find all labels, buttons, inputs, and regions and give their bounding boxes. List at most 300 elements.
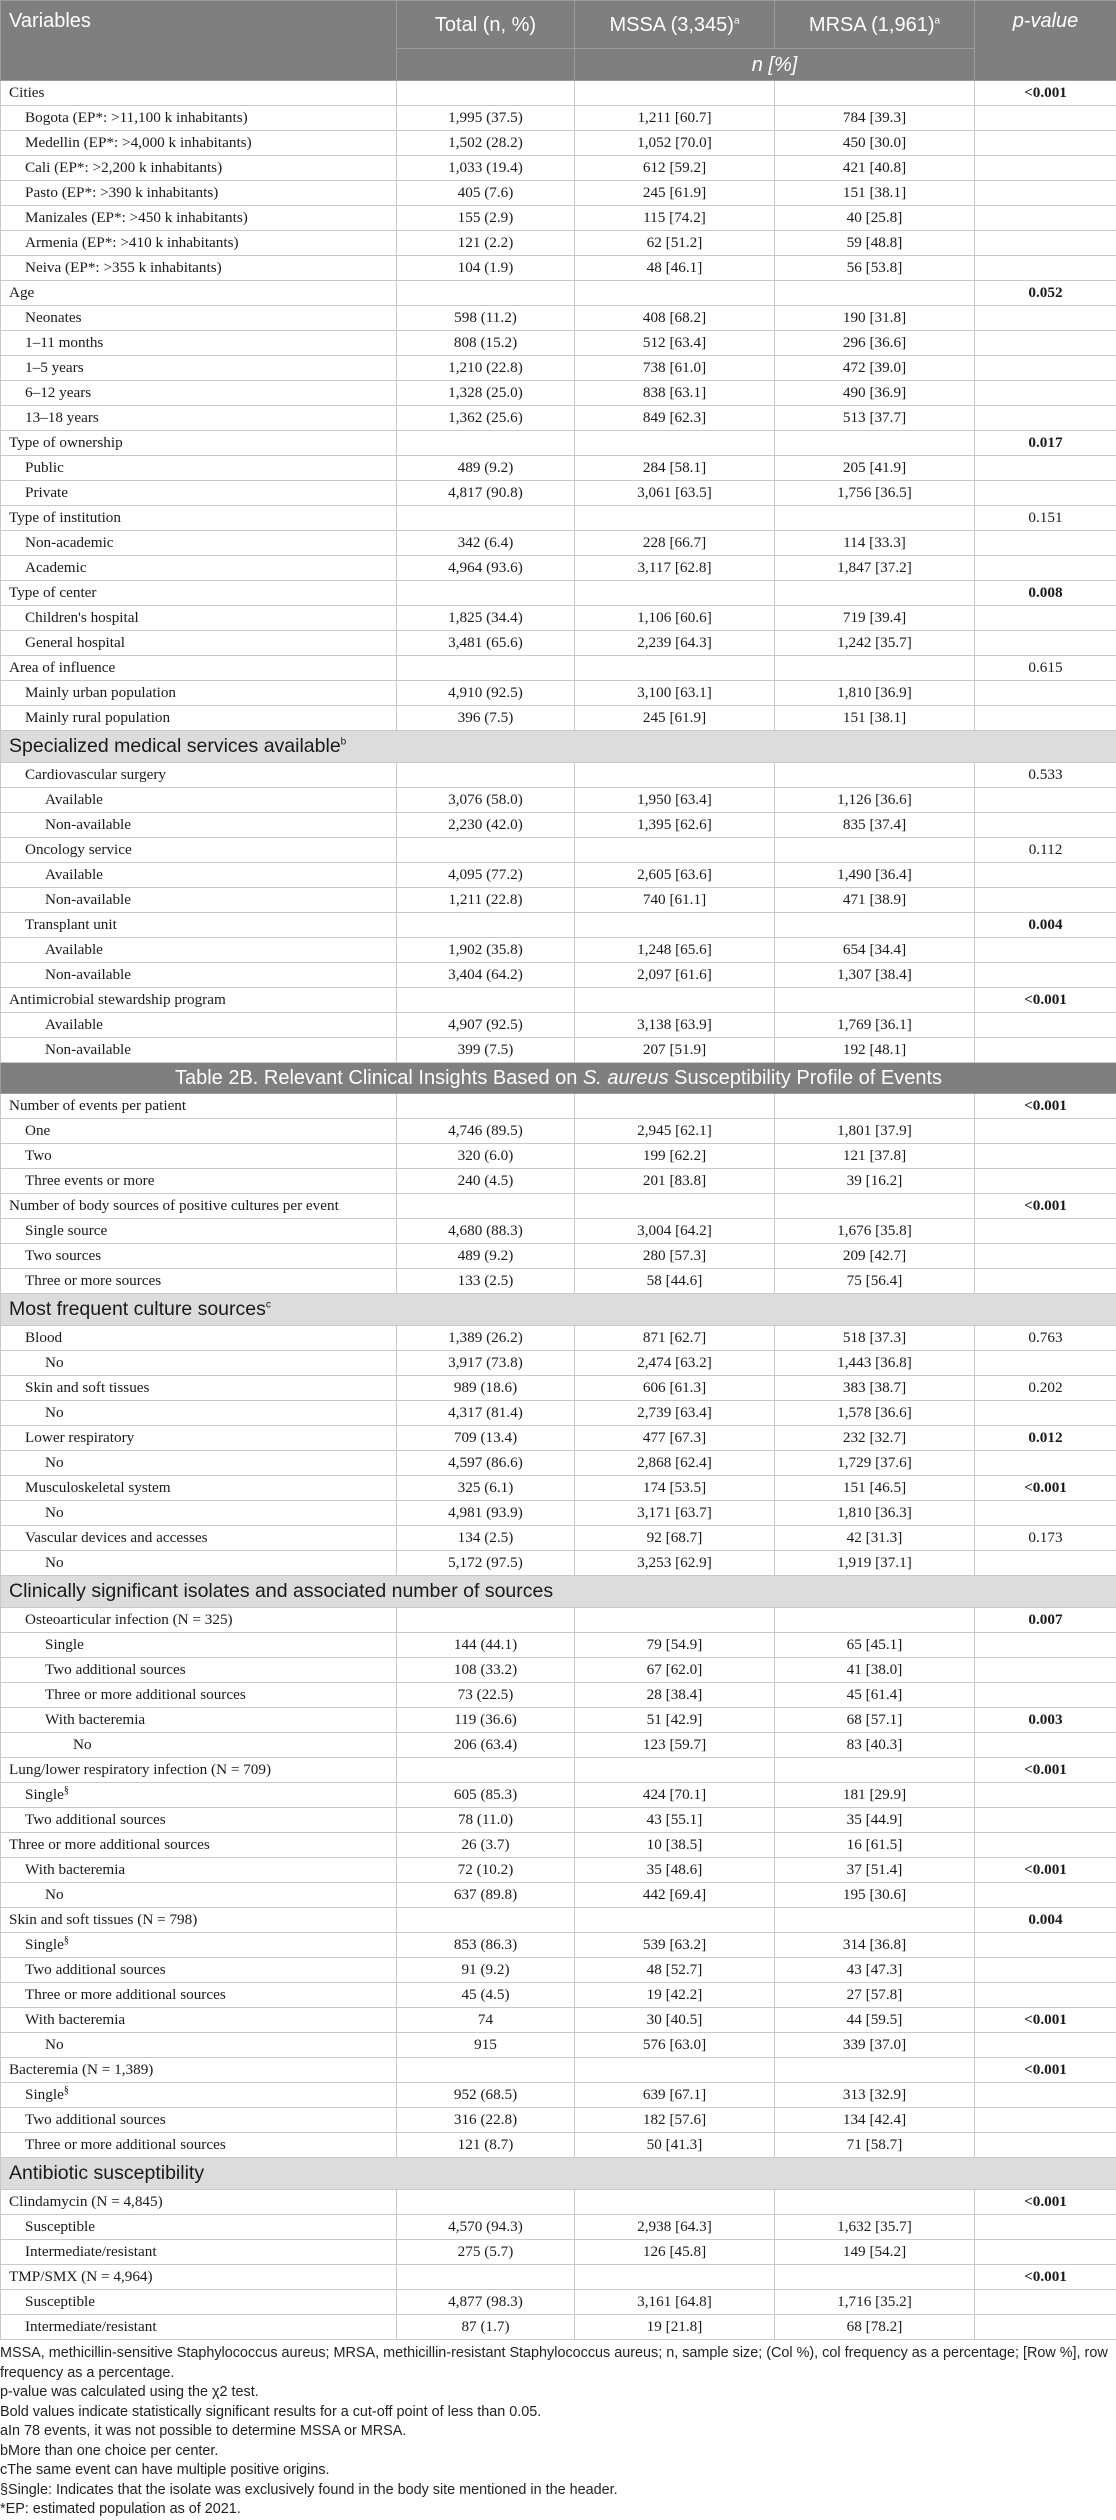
total-cell	[397, 1194, 575, 1219]
mssa-cell	[575, 1758, 775, 1783]
pvalue-cell	[975, 1808, 1116, 1833]
table-row	[1, 1013, 1116, 1038]
mssa-cell	[575, 2265, 775, 2290]
table-row	[1, 106, 1116, 131]
total-cell: 489 (9.2)	[397, 1244, 575, 1269]
pvalue-cell: 0.052	[975, 281, 1116, 306]
total-cell: 320 (6.0)	[397, 1144, 575, 1169]
mssa-cell: 10 [38.5]	[575, 1833, 775, 1858]
pvalue-cell	[975, 1783, 1116, 1808]
row-label-text: Two additional sources	[25, 1961, 166, 1978]
mrsa-cell	[775, 506, 975, 531]
table-row	[1, 1326, 1116, 1351]
row-label	[1, 2240, 397, 2265]
pvalue-cell: 0.012	[975, 1426, 1116, 1451]
row-label	[1, 1169, 397, 1194]
section-label	[1, 731, 1116, 763]
row-label-text: With bacteremia	[45, 1711, 145, 1728]
table-row	[1, 988, 1116, 1013]
row-label	[1, 938, 397, 963]
mrsa-cell: 1,307 [38.4]	[775, 963, 975, 988]
row-label	[1, 1551, 397, 1576]
total-cell: 605 (85.3)	[397, 1783, 575, 1808]
pvalue-cell	[975, 1683, 1116, 1708]
total-cell: 325 (6.1)	[397, 1476, 575, 1501]
row-label	[1, 1376, 397, 1401]
mrsa-cell: 151 [46.5]	[775, 1476, 975, 1501]
header-variables: Variables	[1, 1, 397, 81]
row-label-text: 13–18 years	[25, 409, 99, 426]
section-label-text: Antibiotic susceptibility	[9, 2162, 204, 2184]
total-cell: 3,404 (64.2)	[397, 963, 575, 988]
pvalue-cell	[975, 1501, 1116, 1526]
row-label-text: Non-available	[45, 966, 131, 983]
mssa-cell: 182 [57.6]	[575, 2108, 775, 2133]
total-cell: 206 (63.4)	[397, 1733, 575, 1758]
table-row	[1, 531, 1116, 556]
table-row	[1, 788, 1116, 813]
row-label	[1, 888, 397, 913]
mssa-cell: 1,052 [70.0]	[575, 131, 775, 156]
row-label	[1, 1933, 397, 1958]
pvalue-cell	[975, 556, 1116, 581]
mssa-cell: 477 [67.3]	[575, 1426, 775, 1451]
mssa-cell	[575, 506, 775, 531]
section-row	[1, 731, 1116, 763]
row-label-text: Bacteremia (N = 1,389)	[9, 2061, 153, 2078]
mrsa-cell: 37 [51.4]	[775, 1858, 975, 1883]
pvalue-cell	[975, 1401, 1116, 1426]
total-cell: 108 (33.2)	[397, 1658, 575, 1683]
total-cell	[397, 913, 575, 938]
row-label-text: Antimicrobial stewardship program	[9, 991, 226, 1008]
mrsa-cell: 654 [34.4]	[775, 938, 975, 963]
mssa-cell: 838 [63.1]	[575, 381, 775, 406]
band-row	[1, 1063, 1116, 1094]
row-label-text: Neiva (EP*: >355 k inhabitants)	[25, 259, 222, 276]
total-cell	[397, 2058, 575, 2083]
total-cell: 405 (7.6)	[397, 181, 575, 206]
table-row	[1, 206, 1116, 231]
section-label-text: Clinically significant isolates and associated number of sources	[9, 1580, 553, 1602]
row-label-text: Number of events per patient	[9, 1097, 186, 1114]
table-row	[1, 1733, 1116, 1758]
mssa-cell: 740 [61.1]	[575, 888, 775, 913]
row-label-text: Private	[25, 484, 68, 501]
row-label	[1, 381, 397, 406]
row-label-text: Two	[25, 1147, 52, 1164]
mssa-cell: 50 [41.3]	[575, 2133, 775, 2158]
row-label-text: No	[45, 1454, 64, 1471]
mssa-cell: 738 [61.0]	[575, 356, 775, 381]
table-row	[1, 2290, 1116, 2315]
total-cell: 342 (6.4)	[397, 531, 575, 556]
mrsa-cell: 490 [36.9]	[775, 381, 975, 406]
row-label-text: No	[45, 2036, 64, 2053]
table-row	[1, 1526, 1116, 1551]
row-label	[1, 281, 397, 306]
table-row	[1, 1608, 1116, 1633]
mssa-cell: 126 [45.8]	[575, 2240, 775, 2265]
row-label-text: Age	[9, 284, 34, 301]
mrsa-cell: 40 [25.8]	[775, 206, 975, 231]
mrsa-cell: 83 [40.3]	[775, 1733, 975, 1758]
table-row	[1, 1351, 1116, 1376]
pvalue-cell: 0.533	[975, 763, 1116, 788]
row-label-text: 1–5 years	[25, 359, 84, 376]
total-cell: 709 (13.4)	[397, 1426, 575, 1451]
row-label	[1, 156, 397, 181]
mssa-cell: 199 [62.2]	[575, 1144, 775, 1169]
mrsa-cell: 45 [61.4]	[775, 1683, 975, 1708]
pvalue-cell: 0.151	[975, 506, 1116, 531]
row-label	[1, 813, 397, 838]
table-row	[1, 656, 1116, 681]
pvalue-cell	[975, 156, 1116, 181]
table-row	[1, 1169, 1116, 1194]
mrsa-cell: 56 [53.8]	[775, 256, 975, 281]
table-row	[1, 1501, 1116, 1526]
mssa-cell: 3,253 [62.9]	[575, 1551, 775, 1576]
mrsa-cell: 71 [58.7]	[775, 2133, 975, 2158]
total-cell	[397, 838, 575, 863]
row-label-text: Vascular devices and accesses	[25, 1529, 208, 1546]
row-label-text: Three events or more	[25, 1172, 154, 1189]
table-2b-band	[1, 1063, 1116, 1094]
pvalue-cell	[975, 1958, 1116, 1983]
row-label	[1, 631, 397, 656]
mrsa-cell: 472 [39.0]	[775, 356, 975, 381]
pvalue-cell	[975, 1633, 1116, 1658]
mrsa-cell	[775, 1908, 975, 1933]
mrsa-cell	[775, 913, 975, 938]
row-label-text: One	[25, 1122, 50, 1139]
row-label-text: Single	[25, 1786, 64, 1803]
row-label-text: Oncology service	[25, 841, 132, 858]
row-label-text: 6–12 years	[25, 384, 91, 401]
total-cell: 275 (5.7)	[397, 2240, 575, 2265]
mssa-cell: 612 [59.2]	[575, 156, 775, 181]
pvalue-cell	[975, 406, 1116, 431]
table-row	[1, 2265, 1116, 2290]
footnote-line: cThe same event can have multiple positive origins.	[0, 2461, 1116, 2481]
row-label-text: Clindamycin (N = 4,845)	[9, 2193, 163, 2210]
mrsa-cell: 1,810 [36.3]	[775, 1501, 975, 1526]
row-label-text: No	[45, 1886, 64, 1903]
mrsa-cell	[775, 1758, 975, 1783]
footnote-marker: b	[341, 736, 347, 747]
row-label-text: Three or more additional sources	[9, 1836, 210, 1853]
total-cell	[397, 988, 575, 1013]
pvalue-cell	[975, 788, 1116, 813]
row-label-text: Bogota (EP*: >11,100 k inhabitants)	[25, 109, 248, 126]
row-label-text: Mainly rural population	[25, 709, 170, 726]
mrsa-cell: 151 [38.1]	[775, 181, 975, 206]
mssa-cell: 2,938 [64.3]	[575, 2215, 775, 2240]
table-row	[1, 763, 1116, 788]
mrsa-cell	[775, 81, 975, 106]
row-label	[1, 181, 397, 206]
mrsa-cell: 1,578 [36.6]	[775, 1401, 975, 1426]
table-row	[1, 1451, 1116, 1476]
total-cell: 396 (7.5)	[397, 706, 575, 731]
row-label	[1, 1144, 397, 1169]
pvalue-cell	[975, 1451, 1116, 1476]
row-label-text: Manizales (EP*: >450 k inhabitants)	[25, 209, 248, 226]
row-label	[1, 1758, 397, 1783]
total-cell: 1,033 (19.4)	[397, 156, 575, 181]
mssa-cell: 48 [52.7]	[575, 1958, 775, 1983]
mrsa-cell: 43 [47.3]	[775, 1958, 975, 1983]
total-cell: 1,362 (25.6)	[397, 406, 575, 431]
table-row	[1, 2033, 1116, 2058]
mrsa-cell: 1,632 [35.7]	[775, 2215, 975, 2240]
section-label	[1, 2158, 1116, 2190]
total-cell	[397, 281, 575, 306]
header-total-label: Total (n, %)	[435, 14, 536, 36]
mrsa-cell: 1,847 [37.2]	[775, 556, 975, 581]
mrsa-cell	[775, 656, 975, 681]
mssa-cell: 58 [44.6]	[575, 1269, 775, 1294]
mssa-cell	[575, 913, 775, 938]
row-label	[1, 838, 397, 863]
mssa-cell: 43 [55.1]	[575, 1808, 775, 1833]
mrsa-cell: 205 [41.9]	[775, 456, 975, 481]
mrsa-cell: 383 [38.7]	[775, 1376, 975, 1401]
pvalue-cell	[975, 1013, 1116, 1038]
row-label-text: No	[45, 1504, 64, 1521]
pvalue-cell	[975, 481, 1116, 506]
total-cell: 989 (18.6)	[397, 1376, 575, 1401]
mssa-cell: 245 [61.9]	[575, 181, 775, 206]
table-row	[1, 1094, 1116, 1119]
row-label-text: No	[73, 1736, 92, 1753]
total-cell: 155 (2.9)	[397, 206, 575, 231]
total-cell: 4,570 (94.3)	[397, 2215, 575, 2240]
mssa-cell: 201 [83.8]	[575, 1169, 775, 1194]
mssa-cell: 28 [38.4]	[575, 1683, 775, 1708]
total-cell: 4,095 (77.2)	[397, 863, 575, 888]
row-label-text: Lower respiratory	[25, 1429, 134, 1446]
table-row	[1, 356, 1116, 381]
mrsa-cell: 1,801 [37.9]	[775, 1119, 975, 1144]
mssa-cell: 576 [63.0]	[575, 2033, 775, 2058]
mrsa-cell	[775, 1094, 975, 1119]
row-label	[1, 1094, 397, 1119]
table-row	[1, 1983, 1116, 2008]
mssa-cell: 2,605 [63.6]	[575, 863, 775, 888]
row-label	[1, 256, 397, 281]
mrsa-cell	[775, 988, 975, 1013]
header-total-sub	[397, 49, 575, 81]
mrsa-cell	[775, 281, 975, 306]
row-label-text: Three or more additional sources	[25, 2136, 226, 2153]
band-title-post: Susceptibility Profile of Events	[669, 1067, 942, 1089]
row-label-text: Susceptible	[25, 2293, 95, 2310]
mssa-cell: 92 [68.7]	[575, 1526, 775, 1551]
table-row	[1, 581, 1116, 606]
header-mrsa-label: MRSA (1,961)	[809, 14, 935, 36]
total-cell: 240 (4.5)	[397, 1169, 575, 1194]
header-mrsa-footnote: a	[935, 15, 941, 26]
table-row	[1, 506, 1116, 531]
table-row	[1, 631, 1116, 656]
pvalue-cell	[975, 456, 1116, 481]
mssa-cell: 2,868 [62.4]	[575, 1451, 775, 1476]
row-label	[1, 131, 397, 156]
row-label-text: Area of influence	[9, 659, 115, 676]
pvalue-cell	[975, 2315, 1116, 2340]
row-label-text: Two additional sources	[45, 1661, 186, 1678]
pvalue-cell	[975, 2240, 1116, 2265]
mssa-cell: 51 [42.9]	[575, 1708, 775, 1733]
mrsa-cell: 68 [78.2]	[775, 2315, 975, 2340]
row-label	[1, 1708, 397, 1733]
row-label	[1, 1013, 397, 1038]
row-label-text: Cali (EP*: >2,200 k inhabitants)	[25, 159, 222, 176]
section-row	[1, 1576, 1116, 1608]
mssa-cell: 3,161 [64.8]	[575, 2290, 775, 2315]
section-label	[1, 1576, 1116, 1608]
table-row	[1, 1933, 1116, 1958]
footnote-line: MSSA, methicillin-sensitive Staphylococcus aureus; MRSA, methicillin-resistant Staphylococcus aureus; n, sample size; (Col %), col frequency as a percentage; [Row %], row frequency as a percentage.	[0, 2344, 1116, 2383]
row-label	[1, 1608, 397, 1633]
table-header-row	[1, 1, 1116, 49]
row-label	[1, 763, 397, 788]
total-cell: 26 (3.7)	[397, 1833, 575, 1858]
row-label-text: Neonates	[25, 309, 82, 326]
row-label-text: Non-available	[45, 891, 131, 908]
table-row	[1, 1683, 1116, 1708]
mssa-cell: 174 [53.5]	[575, 1476, 775, 1501]
mssa-cell: 3,004 [64.2]	[575, 1219, 775, 1244]
mssa-cell	[575, 988, 775, 1013]
table-body-b	[1, 1094, 1116, 2340]
header-pvalue: p-value	[975, 1, 1116, 81]
pvalue-cell	[975, 1658, 1116, 1683]
row-label	[1, 1194, 397, 1219]
row-label-text: Armenia (EP*: >410 k inhabitants)	[25, 234, 239, 251]
pvalue-cell	[975, 1144, 1116, 1169]
mssa-cell: 2,945 [62.1]	[575, 1119, 775, 1144]
mssa-cell: 442 [69.4]	[575, 1883, 775, 1908]
header-mssa-footnote: a	[734, 15, 740, 26]
row-label	[1, 1658, 397, 1683]
mrsa-cell: 450 [30.0]	[775, 131, 975, 156]
mrsa-cell: 232 [32.7]	[775, 1426, 975, 1451]
mssa-cell	[575, 2190, 775, 2215]
row-label	[1, 1526, 397, 1551]
row-label	[1, 206, 397, 231]
row-label	[1, 1244, 397, 1269]
mssa-cell: 1,950 [63.4]	[575, 788, 775, 813]
pvalue-cell	[975, 1883, 1116, 1908]
row-label	[1, 1219, 397, 1244]
table-row	[1, 1958, 1116, 1983]
table-row	[1, 888, 1116, 913]
total-cell	[397, 1094, 575, 1119]
row-label-text: Medellin (EP*: >4,000 k inhabitants)	[25, 134, 252, 151]
mrsa-cell: 44 [59.5]	[775, 2008, 975, 2033]
row-label	[1, 1958, 397, 1983]
row-label	[1, 106, 397, 131]
row-label	[1, 1783, 397, 1808]
total-cell: 4,877 (98.3)	[397, 2290, 575, 2315]
mssa-cell: 512 [63.4]	[575, 331, 775, 356]
total-cell	[397, 1908, 575, 1933]
row-label-text: Pasto (EP*: >390 k inhabitants)	[25, 184, 218, 201]
total-cell: 637 (89.8)	[397, 1883, 575, 1908]
total-cell: 316 (22.8)	[397, 2108, 575, 2133]
row-label	[1, 656, 397, 681]
mrsa-cell: 190 [31.8]	[775, 306, 975, 331]
row-label	[1, 1269, 397, 1294]
table-body-a	[1, 81, 1116, 1063]
mssa-cell: 280 [57.3]	[575, 1244, 775, 1269]
row-label	[1, 1451, 397, 1476]
mssa-cell: 30 [40.5]	[575, 2008, 775, 2033]
row-label-text: Single	[25, 1936, 64, 1953]
pvalue-cell	[975, 888, 1116, 913]
row-label	[1, 356, 397, 381]
total-cell	[397, 1758, 575, 1783]
footnote-line: Bold values indicate statistically significant results for a cut-off point of less than 0.05.	[0, 2403, 1116, 2423]
total-cell: 2,230 (42.0)	[397, 813, 575, 838]
mrsa-cell: 1,242 [35.7]	[775, 631, 975, 656]
mrsa-cell: 1,919 [37.1]	[775, 1551, 975, 1576]
row-label-text: General hospital	[25, 634, 125, 651]
pvalue-cell	[975, 1244, 1116, 1269]
table-row	[1, 456, 1116, 481]
row-label	[1, 963, 397, 988]
mssa-cell	[575, 81, 775, 106]
total-cell: 133 (2.5)	[397, 1269, 575, 1294]
mssa-cell: 1,395 [62.6]	[575, 813, 775, 838]
table-row	[1, 1758, 1116, 1783]
row-label-text: Two sources	[25, 1247, 101, 1264]
table-row	[1, 1144, 1116, 1169]
mssa-cell: 284 [58.1]	[575, 456, 775, 481]
mssa-cell: 228 [66.7]	[575, 531, 775, 556]
total-cell: 915	[397, 2033, 575, 2058]
pvalue-cell: <0.001	[975, 2265, 1116, 2290]
total-cell: 3,917 (73.8)	[397, 1351, 575, 1376]
row-label-text: Three or more sources	[25, 1272, 161, 1289]
row-label-text: Single source	[25, 1222, 107, 1239]
pvalue-cell: 0.202	[975, 1376, 1116, 1401]
mssa-cell: 79 [54.9]	[575, 1633, 775, 1658]
pvalue-cell	[975, 863, 1116, 888]
row-label	[1, 506, 397, 531]
mrsa-cell: 1,443 [36.8]	[775, 1351, 975, 1376]
row-label	[1, 1326, 397, 1351]
mssa-cell	[575, 431, 775, 456]
pvalue-cell	[975, 1269, 1116, 1294]
mssa-cell: 1,248 [65.6]	[575, 938, 775, 963]
pvalue-cell	[975, 2083, 1116, 2108]
pvalue-cell: 0.004	[975, 1908, 1116, 1933]
row-label-text: Cardiovascular surgery	[25, 766, 166, 783]
row-label-text: With bacteremia	[25, 2011, 125, 2028]
pvalue-cell	[975, 231, 1116, 256]
table-row	[1, 306, 1116, 331]
row-label-text: Type of center	[9, 584, 96, 601]
table-row	[1, 1376, 1116, 1401]
pvalue-cell	[975, 181, 1116, 206]
total-cell: 144 (44.1)	[397, 1633, 575, 1658]
row-label	[1, 306, 397, 331]
pvalue-cell	[975, 531, 1116, 556]
